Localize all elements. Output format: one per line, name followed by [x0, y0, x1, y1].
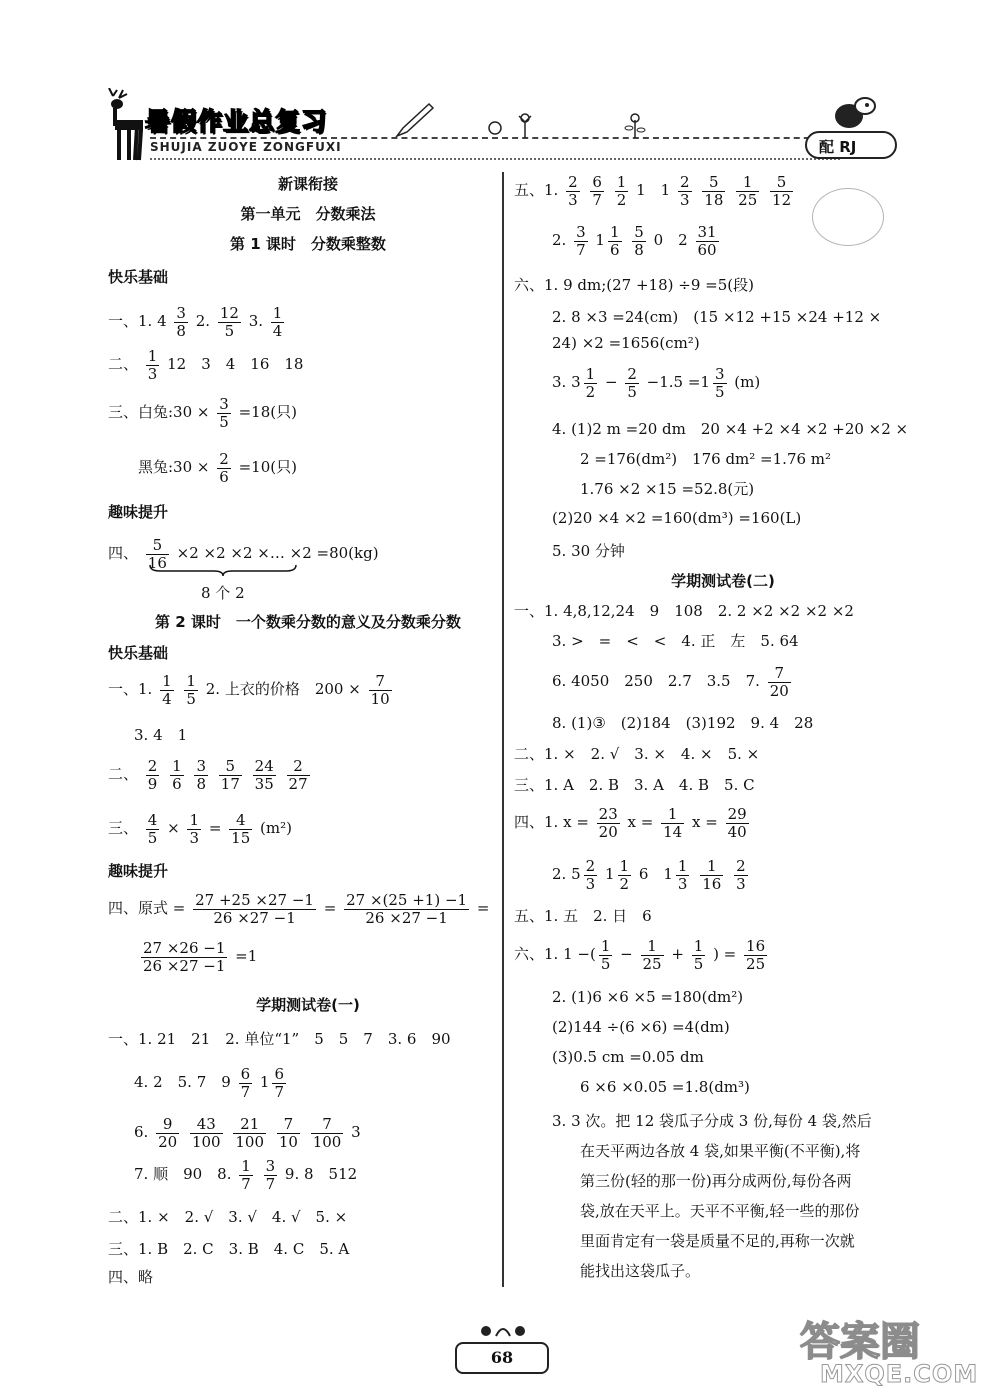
answer-text: =1 [235, 947, 258, 965]
answer-text: 2. 上衣的价格 200 × [205, 680, 361, 698]
answer-text: = [476, 899, 490, 917]
numerator: 1 [600, 937, 611, 955]
numerator: 21 [233, 1116, 266, 1134]
fraction [190, 1116, 223, 1150]
numerator: 27 +25 ×27 −1 [195, 891, 314, 909]
bird-icon [825, 88, 885, 132]
answer-text: =10(只) [238, 458, 297, 476]
numerator: 29 [727, 805, 747, 823]
fraction [170, 758, 184, 792]
fraction [584, 366, 598, 400]
answer-line: 4. 2 5. 7 9 $\frac{6}{7}$ 1 $\frac{6}{7}$ [134, 1065, 284, 1101]
fraction [599, 938, 613, 972]
answer-line: 能找出这袋瓜子。 [580, 1262, 701, 1280]
numerator: 2 [679, 173, 690, 191]
numerator: 5 [219, 758, 242, 776]
answer-text: (m) [734, 373, 761, 391]
answer-line: 六、1. 9 dm;(27 +18) ÷9 =5(段) [514, 276, 754, 294]
denominator: 8 [196, 774, 206, 793]
answer-text: 一、1. 4 [108, 312, 167, 330]
fraction [229, 812, 252, 846]
answer-line: 6 ×6 ×0.05 =1.8(dm³) [580, 1078, 750, 1096]
denominator: 8 [634, 240, 644, 259]
denominator: 7 [576, 240, 586, 259]
numerator: 1 [189, 811, 200, 829]
numerator: 1 [162, 672, 172, 690]
answer-text: 12 3 4 16 18 [167, 355, 304, 373]
fraction [590, 174, 604, 208]
fraction [702, 174, 725, 208]
numerator: 2 [627, 365, 637, 383]
numerator: 1 [147, 347, 158, 365]
subsection-label: 趣味提升 [108, 862, 169, 880]
fraction [217, 396, 231, 430]
answer-text: 6 1 [638, 865, 673, 883]
denominator: 6 [172, 774, 182, 793]
denominator: 40 [727, 822, 747, 841]
fraction [217, 451, 231, 485]
stamp-mark [812, 188, 884, 246]
answer-line [138, 940, 257, 974]
unit-heading: 第一单元 分数乘法 [240, 205, 376, 223]
answer-line [108, 396, 297, 430]
watermark-url: MXQE.COM [820, 1360, 979, 1388]
fraction [632, 224, 646, 258]
denominator: 100 [191, 1132, 221, 1151]
answer-line: 8. (1)③ (2)184 (3)192 9. 4 28 [552, 714, 814, 732]
numerator: 1 [241, 1157, 251, 1175]
denominator: 5 [224, 321, 235, 340]
answer-line [108, 348, 303, 382]
numerator: 3 [176, 304, 186, 322]
numerator: 3 [196, 757, 206, 775]
numerator: 5 [146, 537, 169, 555]
denominator: 5 [600, 954, 611, 973]
answer-line: 3. > = < < 4. 正 左 5. 64 [552, 632, 799, 650]
denominator: 4 [162, 689, 172, 708]
column-divider [502, 172, 504, 1287]
answer-text: 1 [604, 865, 615, 883]
numerator: 3 [714, 365, 725, 383]
denominator: 16 [702, 874, 722, 893]
answer-text: =18(只) [238, 403, 297, 421]
fraction [700, 858, 723, 892]
numerator: 1 [186, 672, 196, 690]
denominator: 2 [619, 874, 630, 893]
fraction [187, 812, 201, 846]
denominator: 60 [697, 240, 717, 259]
numerator: 1 [609, 223, 620, 241]
numerator: 2 [568, 173, 578, 191]
answer-line [108, 673, 395, 707]
fraction [174, 305, 188, 339]
fraction [369, 673, 392, 707]
answer-line: 第三份(轻的那一份)再分成两份,每份各两 [580, 1172, 852, 1190]
fraction [615, 174, 629, 208]
denominator: 100 [312, 1132, 342, 1151]
header-divider-dotted [150, 158, 840, 160]
numerator: 1 [585, 365, 596, 383]
fraction [233, 1116, 266, 1150]
fraction [344, 892, 469, 926]
fraction [219, 758, 242, 792]
subsection-label: 趣味提升 [108, 503, 169, 521]
fraction [770, 174, 793, 208]
numerator: 2 [219, 450, 229, 468]
denominator: 3 [679, 190, 690, 209]
answer-text: × [167, 819, 180, 837]
flower-decoration-icon [485, 108, 665, 140]
numerator: 3 [576, 223, 586, 241]
fraction [141, 940, 227, 974]
denominator: 9 [147, 774, 158, 793]
answer-line: (2)20 ×4 ×2 =160(dm³) =160(L) [552, 509, 802, 527]
answer-line: 24) ×2 =1656(cm²) [552, 334, 700, 352]
fraction [239, 1066, 253, 1100]
denominator: 8 [176, 321, 186, 340]
denominator: 16 [147, 553, 167, 572]
numerator: 3 [265, 1157, 276, 1175]
book-title: 暑假作业总复习 [145, 107, 328, 136]
answer-line [552, 665, 794, 699]
fraction [271, 305, 285, 339]
answer-text: 2. [552, 231, 567, 249]
answer-line: 在天平两边各放 4 袋,如果平衡(不平衡),将 [580, 1142, 861, 1160]
numerator: 27 ×26 −1 [143, 939, 226, 957]
fraction [277, 1116, 300, 1150]
denominator: 3 [585, 874, 596, 893]
answer-line: 一、1. 4,8,12,24 9 108 2. 2 ×2 ×2 ×2 ×2 [514, 602, 854, 620]
denominator: 25 [738, 190, 758, 209]
watermark-logo: 答案圈 [800, 1319, 920, 1365]
numerator: 1 [677, 857, 688, 875]
numerator: 2 [585, 857, 596, 875]
denominator: 20 [769, 681, 789, 700]
denominator: 26 ×27 −1 [213, 908, 296, 927]
answer-line: 2. 8 ×3 =24(cm) (15 ×12 +15 ×24 +12 × [552, 308, 882, 326]
answer-text: 二、 [108, 355, 139, 373]
answer-line: 二、1. × 2. √ 3. √ 4. √ 5. × [108, 1208, 348, 1226]
answer-text: 3. [248, 312, 264, 330]
denominator: 2 [585, 382, 596, 401]
numerator: 4 [147, 811, 158, 829]
answer-line: 里面肯定有一袋是质量不足的,再称一次就 [580, 1232, 855, 1250]
fraction [146, 812, 160, 846]
denominator: 14 [663, 822, 683, 841]
underbrace [148, 563, 298, 577]
fraction [272, 1066, 286, 1100]
answer-text: (m²) [260, 819, 292, 837]
denominator: 7 [241, 1174, 251, 1193]
fraction [744, 938, 767, 972]
answer-text: 三、白兔:30 × [108, 403, 210, 421]
numerator: 1 [619, 857, 630, 875]
answer-text: 三、 [108, 819, 139, 837]
denominator: 26 ×27 −1 [365, 908, 448, 927]
denominator: 5 [186, 689, 196, 708]
page-header [95, 88, 905, 168]
numerator: 27 ×(25 +1) −1 [346, 891, 468, 909]
answer-text: − [604, 373, 618, 391]
denominator: 15 [231, 828, 251, 847]
numerator: 2 [147, 757, 158, 775]
answer-text: 1 [595, 231, 605, 249]
answer-text: x = [563, 813, 589, 831]
numerator: 6 [592, 173, 602, 191]
answer-text: 四、原式 = [108, 899, 186, 917]
denominator: 5 [714, 382, 725, 401]
answer-line [108, 305, 287, 339]
numerator: 24 [254, 757, 274, 775]
numerator: 7 [311, 1116, 344, 1134]
answer-text: − [620, 945, 633, 963]
fraction [193, 892, 316, 926]
answer-line [552, 858, 751, 892]
fraction [661, 806, 684, 840]
denominator: 5 [219, 412, 229, 431]
numerator: 5 [770, 174, 793, 192]
page-decoration-icon [478, 1322, 528, 1340]
answer-line [552, 224, 722, 258]
numerator: 1 [641, 938, 664, 956]
fraction [584, 858, 598, 892]
denominator: 25 [746, 954, 766, 973]
answer-line: 五、1. 五 2. 日 6 [514, 907, 652, 925]
answer-line [138, 451, 297, 485]
answer-text: x = [692, 813, 718, 831]
answer-text: 7. 顺 90 8. [134, 1165, 232, 1183]
numerator: 2 [736, 857, 746, 875]
numerator: 4 [229, 812, 252, 830]
test-heading: 学期测试卷(二) [671, 572, 775, 590]
denominator: 100 [235, 1132, 265, 1151]
page-number: 68 [455, 1342, 549, 1374]
denominator: 26 ×27 −1 [143, 956, 226, 975]
answer-text: 1 1 [636, 181, 671, 199]
denominator: 5 [693, 954, 704, 973]
answer-text: 3. 3 [552, 373, 581, 391]
fraction [726, 806, 749, 840]
numerator: 2 [287, 758, 310, 776]
answer-line: 一、1. 21 21 2. 单位“1” 5 5 7 3. 6 90 [108, 1030, 451, 1048]
denominator: 10 [370, 689, 390, 708]
numerator: 9 [156, 1116, 179, 1134]
fraction [566, 174, 580, 208]
numerator: 6 [274, 1065, 284, 1083]
answer-text: 3 [351, 1123, 361, 1141]
subsection-label: 快乐基础 [108, 644, 169, 662]
answer-text: 2. 5 [552, 865, 581, 883]
denominator: 3 [568, 190, 578, 209]
numerator: 6 [240, 1065, 251, 1083]
denominator: 20 [598, 822, 618, 841]
answer-line [552, 366, 760, 400]
numerator: 1 [693, 937, 704, 955]
fraction [146, 348, 160, 382]
denominator: 25 [642, 954, 662, 973]
answer-line [514, 938, 770, 972]
fraction [676, 858, 690, 892]
answer-text: 黑兔:30 × [138, 458, 210, 476]
lesson-heading: 第 2 课时 一个数乘分数的意义及分数乘分数 [155, 613, 461, 631]
denominator: 7 [592, 190, 602, 209]
answer-line: 三、1. B 2. C 3. B 4. C 5. A [108, 1240, 350, 1258]
answer-line: 4. (1)2 m =20 dm 20 ×4 +2 ×4 ×2 +20 ×2 × [552, 420, 909, 438]
answer-line: 2 =176(dm²) 176 dm² =1.76 m² [580, 450, 832, 468]
answer-line [134, 1116, 361, 1150]
denominator: 35 [254, 774, 274, 793]
fraction [253, 758, 276, 792]
denominator: 7 [240, 1082, 251, 1101]
denominator: 5 [147, 828, 158, 847]
denominator: 6 [219, 467, 229, 486]
answer-line: 2. (1)6 ×6 ×5 =180(dm²) [552, 988, 744, 1006]
denominator: 5 [627, 382, 637, 401]
answer-line: 3. 3 次。把 12 袋瓜子分成 3 份,每份 4 袋,然后 [552, 1112, 872, 1130]
answer-text: = [323, 899, 337, 917]
fraction [768, 665, 791, 699]
denominator: 3 [677, 874, 688, 893]
numerator: 7 [369, 673, 392, 691]
answer-text: −1.5 =1 [646, 373, 710, 391]
test-heading: 学期测试卷(一) [256, 996, 360, 1014]
denominator: 18 [704, 190, 724, 209]
fraction [692, 938, 706, 972]
book-title-pinyin: SHUJIA ZUOYE ZONGFUXI [150, 140, 342, 154]
fraction [713, 366, 727, 400]
numerator: 12 [219, 304, 239, 322]
numerator: 1 [616, 173, 627, 191]
denominator: 17 [220, 774, 240, 793]
fraction [194, 758, 208, 792]
fraction [146, 758, 160, 792]
numerator: 5 [702, 174, 725, 192]
fraction [264, 1158, 278, 1192]
answer-line [514, 174, 796, 208]
answer-line: 四、略 [108, 1268, 154, 1286]
answer-text: 二、 [108, 765, 139, 783]
answer-text: 4. 2 5. 7 9 [134, 1073, 231, 1091]
answer-text: 一、1. [108, 680, 153, 698]
answer-text: 0 2 [653, 231, 688, 249]
answer-line: (2)144 ÷(6 ×6) =4(dm) [552, 1018, 730, 1036]
lesson-heading: 第 1 课时 分数乘整数 [230, 235, 386, 253]
numerator: 1 [172, 757, 182, 775]
numerator: 7 [277, 1116, 300, 1134]
denominator: 20 [158, 1132, 178, 1151]
fraction [678, 174, 692, 208]
answer-text: 五、1. [514, 181, 559, 199]
answer-line: 袋,放在天平上。天平不平衡,轻一些的那份 [580, 1202, 860, 1220]
answer-line [514, 806, 752, 840]
denominator: 7 [274, 1082, 284, 1101]
section-heading: 新课衔接 [277, 175, 338, 193]
denominator: 12 [772, 190, 792, 209]
fraction [736, 174, 759, 208]
answer-text: ) = [713, 945, 737, 963]
fraction [156, 1116, 179, 1150]
answer-text: 四、1. [514, 813, 559, 831]
fraction [641, 938, 664, 972]
answer-line: (3)0.5 cm =0.05 dm [552, 1048, 704, 1066]
answer-line: 1.76 ×2 ×15 =52.8(元) [580, 480, 755, 498]
fraction [618, 858, 632, 892]
fraction [218, 305, 241, 339]
fraction [311, 1116, 344, 1150]
fraction [625, 366, 639, 400]
fraction [696, 224, 719, 258]
answer-line: 3. 4 1 [134, 726, 188, 744]
denominator: 3 [189, 828, 200, 847]
denominator: 2 [616, 190, 627, 209]
numerator: 23 [598, 805, 618, 823]
numerator: 1 [661, 806, 684, 824]
fraction [184, 673, 198, 707]
denominator: 3 [147, 364, 158, 383]
fraction [597, 806, 620, 840]
answer-text: 四、 [108, 544, 139, 562]
fraction [574, 224, 588, 258]
denominator: 27 [288, 774, 308, 793]
answer-text: 9. 8 512 [284, 1165, 358, 1183]
pencil-icon [395, 102, 435, 138]
answer-line [108, 812, 292, 846]
numerator: 5 [634, 223, 644, 241]
fraction [239, 1158, 253, 1192]
answer-text: = [208, 819, 222, 837]
answer-text: x = [627, 813, 654, 831]
answer-line: 二、1. × 2. √ 3. × 4. × 5. × [514, 745, 760, 763]
fraction [734, 858, 748, 892]
numerator: 1 [736, 174, 759, 192]
denominator: 3 [736, 874, 746, 893]
answer-text: 6. [134, 1123, 149, 1141]
fraction [608, 224, 622, 258]
numerator: 3 [219, 395, 229, 413]
denominator: 10 [278, 1132, 298, 1151]
numerator: 7 [768, 665, 791, 683]
numerator: 16 [746, 937, 766, 955]
numerator: 43 [190, 1116, 223, 1134]
answer-text: + [671, 945, 684, 963]
answer-line: 5. 30 分钟 [552, 542, 625, 560]
denominator: 4 [272, 321, 283, 340]
answer-text: 6. 4050 250 2.7 3.5 7. [552, 672, 760, 690]
answer-text: 2. [195, 312, 211, 330]
answer-line [134, 1158, 357, 1192]
answer-line: 三、1. A 2. B 3. A 4. B 5. C [514, 776, 755, 794]
answer-line [108, 892, 489, 926]
edition-badge: 配 RJ [805, 131, 897, 159]
answer-line [108, 758, 313, 792]
denominator: 6 [609, 240, 620, 259]
answer-text: ×2 ×2 ×2 ×… ×2 =80(kg) [176, 544, 379, 562]
subsection-label: 快乐基础 [108, 268, 169, 286]
denominator: 7 [265, 1174, 276, 1193]
answer-text: 六、1. 1 −( [514, 945, 596, 963]
numerator: 1 [700, 858, 723, 876]
fraction [160, 673, 174, 707]
fraction [287, 758, 310, 792]
brace-label: 8 个 2 [201, 584, 245, 602]
numerator: 31 [697, 223, 717, 241]
numerator: 1 [272, 304, 283, 322]
